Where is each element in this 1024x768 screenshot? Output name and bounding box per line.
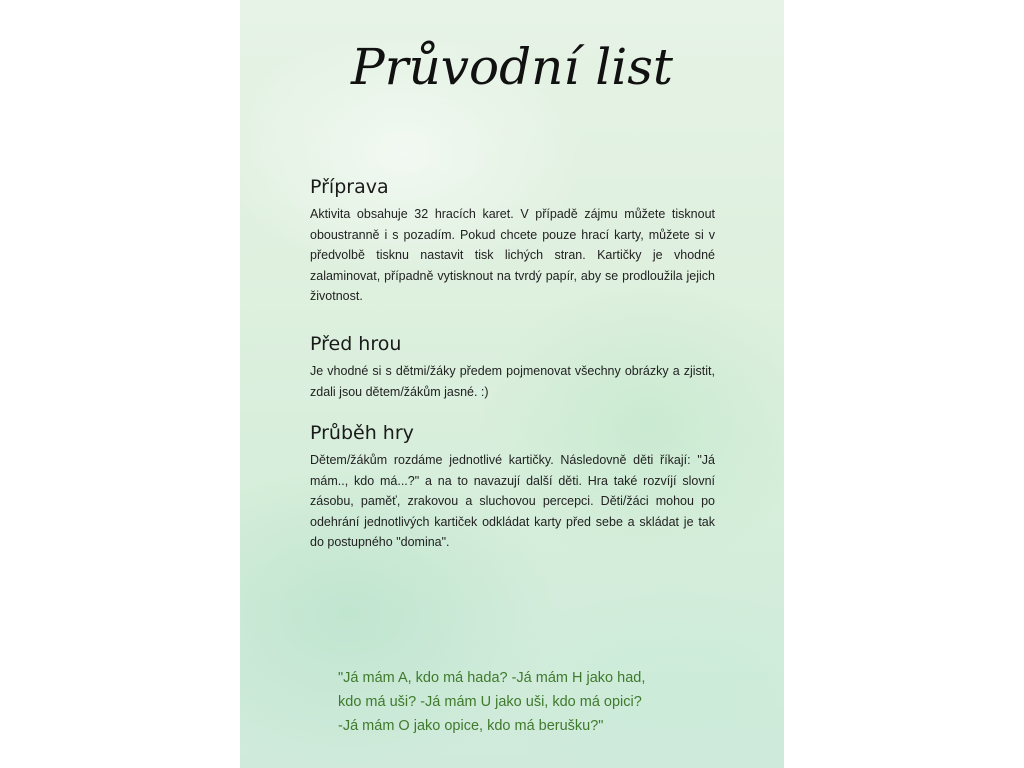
example-quote bbox=[338, 666, 738, 738]
section-text: Aktivita obsahuje 32 hracích karet. V případě zájmu můžete tisknout oboustranně i s pozadím. Pokud chcete pouze hrací karty, můžete si v předvolbě tisknu nastavit tisk lichých stran. Kartičky je vhodné zalaminovat, případně vytisknout na tvrdý papír, aby se prodloužila jejich životnost. bbox=[310, 207, 715, 303]
quote-line: kdo má uši? -Já mám U jako uši, kdo má opici? bbox=[338, 694, 642, 710]
section-heading: Před hrou bbox=[310, 333, 402, 355]
section-prubeh-hry bbox=[310, 422, 715, 553]
section-text: Dětem/žákům rozdáme jednotlivé kartičky. Následovně děti říkají: "Já mám.., kdo má...?" a na to navazují další děti. Hra také rozvíjí slovní zásobu, paměť, zrakovou a sluchovou percepci. Děti/žáci mohou po odehrání jednotlivých kartiček odkládat karty před sebe a skládat je tak do postupného "domina". bbox=[310, 453, 715, 549]
page-title: Průvodní list bbox=[351, 38, 673, 96]
section-heading: Průběh hry bbox=[310, 422, 414, 444]
section-text: Je vhodné si s dětmi/žáky předem pojmenovat všechny obrázky a zjistit, zdali jsou dětem/žákům jasné. :) bbox=[310, 364, 715, 399]
document-page bbox=[240, 0, 784, 768]
section-priprava bbox=[310, 176, 715, 307]
section-heading: Příprava bbox=[310, 176, 389, 198]
quote-line: -Já mám O jako opice, kdo má berušku?" bbox=[338, 718, 604, 734]
section-pred-hrou bbox=[310, 333, 715, 402]
quote-line: "Já mám A, kdo má hada? -Já mám H jako had, bbox=[338, 670, 646, 686]
